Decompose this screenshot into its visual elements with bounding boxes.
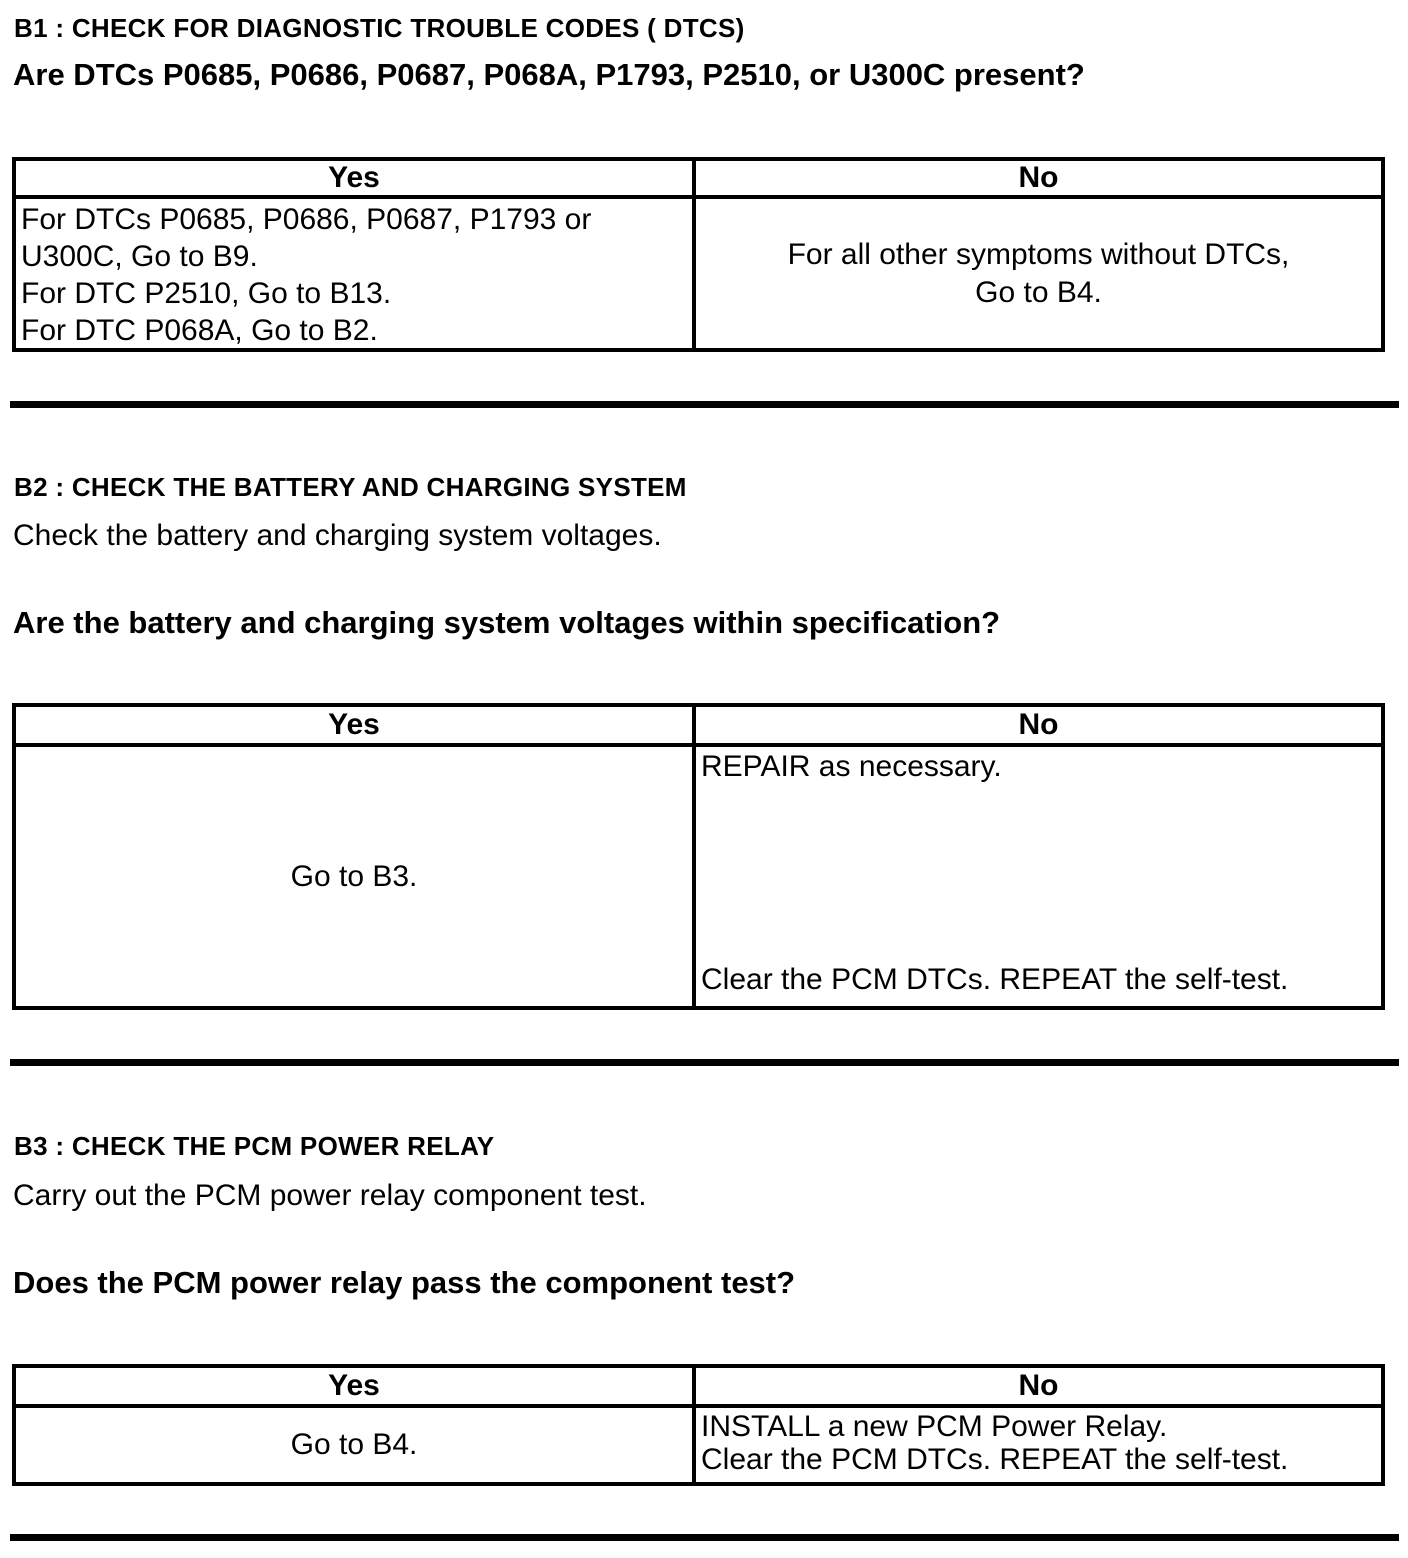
section-b1-decision-table <box>12 157 1385 352</box>
no-cell-top-line: REPAIR as necessary. <box>701 750 1002 783</box>
yes-cell <box>16 199 696 348</box>
no-cell-line: Clear the PCM DTCs. REPEAT the self-test. <box>701 1443 1289 1476</box>
yes-cell-line: For DTC P068A, Go to B2. <box>21 314 378 347</box>
decision-table-header-row <box>16 1368 1381 1408</box>
yes-column-header: Yes <box>16 1368 696 1404</box>
section-b1-question: Are DTCs P0685, P0686, P0687, P068A, P1793, P2510, or U300C present? <box>13 57 1085 92</box>
decision-table-body-row <box>16 1408 1381 1482</box>
no-column-header: No <box>1018 1369 1059 1402</box>
decision-table-body-row <box>16 199 1381 348</box>
section-divider <box>10 1059 1399 1066</box>
no-cell-line: Go to B4. <box>975 275 1102 309</box>
section-b2-instruction: Check the battery and charging system voltages. <box>13 519 662 552</box>
yes-cell-line: For DTCs P0685, P0686, P0687, P1793 or <box>21 203 592 236</box>
section-divider <box>10 1534 1399 1541</box>
section-b2-title: B2 : CHECK THE BATTERY AND CHARGING SYSTEM <box>14 472 687 502</box>
decision-table-header-row <box>16 707 1381 747</box>
section-b3-instruction: Carry out the PCM power relay component test. <box>13 1179 647 1212</box>
no-cell-line: INSTALL a new PCM Power Relay. <box>701 1410 1168 1443</box>
yes-column-header: Yes <box>16 707 696 743</box>
section-b3-decision-table <box>12 1364 1385 1486</box>
no-cell <box>696 199 1381 348</box>
section-b1-title: B1 : CHECK FOR DIAGNOSTIC TROUBLE CODES ( DTCS) <box>14 13 745 43</box>
yes-cell-line: U300C, Go to B9. <box>21 240 258 273</box>
yes-cell-line: Go to B3. <box>290 859 418 893</box>
no-cell <box>696 747 1381 1006</box>
yes-cell-line: For DTC P2510, Go to B13. <box>21 277 392 310</box>
section-divider <box>10 401 1399 408</box>
decision-table-body-row <box>16 747 1381 1006</box>
yes-cell <box>16 747 696 1006</box>
no-column-header: No <box>1018 708 1059 741</box>
section-b3-title: B3 : CHECK THE PCM POWER RELAY <box>14 1131 495 1161</box>
no-cell <box>696 1408 1381 1482</box>
section-b2-question: Are the battery and charging system voltages within specification? <box>13 605 1001 640</box>
yes-cell <box>16 1408 696 1482</box>
section-b3-question: Does the PCM power relay pass the component test? <box>13 1265 796 1300</box>
yes-cell-line: Go to B4. <box>290 1428 418 1461</box>
section-b2-decision-table <box>12 703 1385 1010</box>
decision-table-header-row <box>16 161 1381 199</box>
no-column-header: No <box>1018 161 1059 194</box>
no-cell-line: For all other symptoms without DTCs, <box>787 237 1290 271</box>
yes-column-header: Yes <box>16 161 696 195</box>
no-cell-bottom-line: Clear the PCM DTCs. REPEAT the self-test. <box>701 963 1289 996</box>
